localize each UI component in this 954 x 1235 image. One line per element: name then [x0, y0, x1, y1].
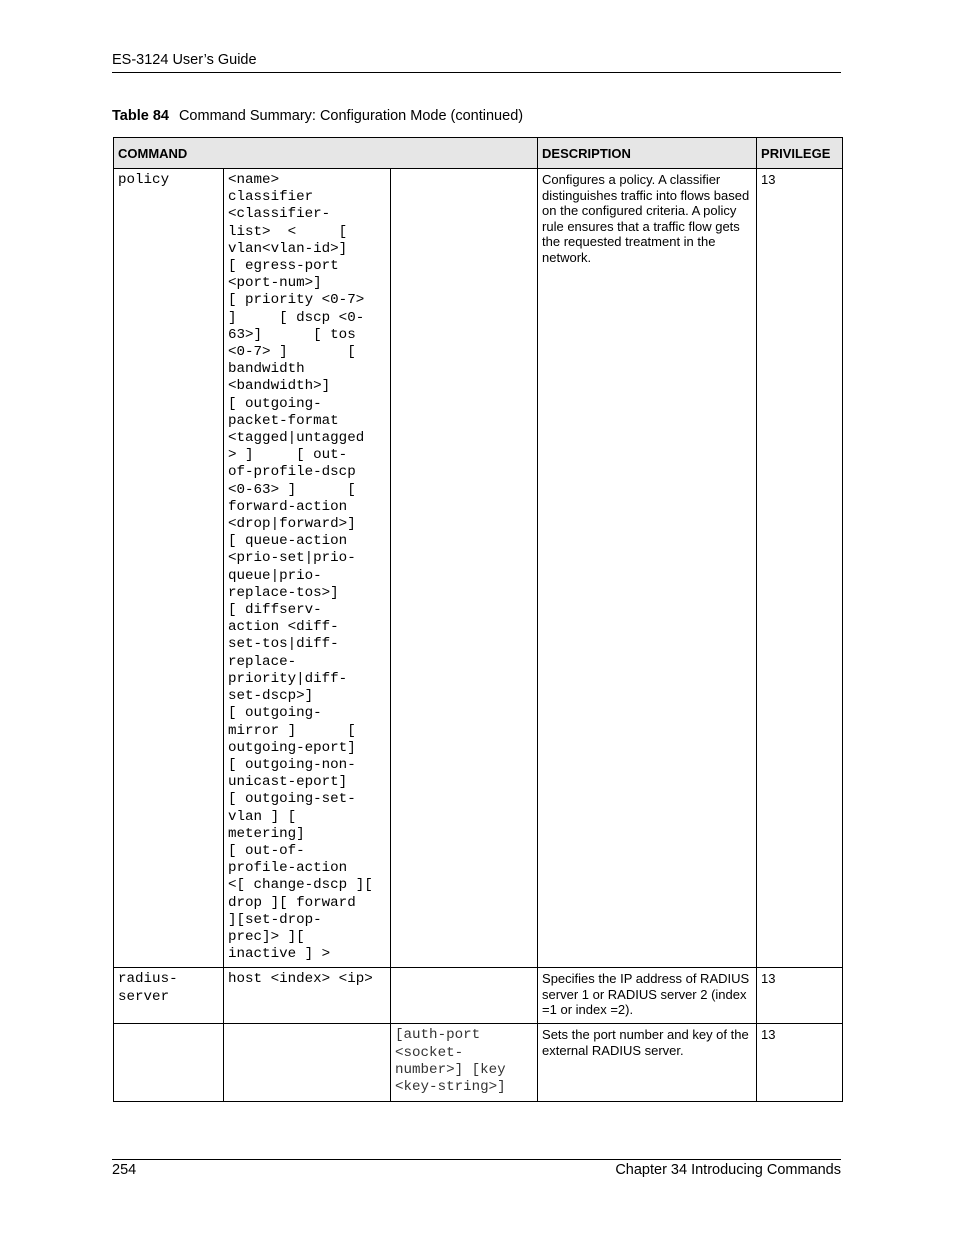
column-header-command: COMMAND [114, 138, 538, 169]
privilege-text: 13 [761, 172, 776, 187]
privilege-cell [757, 1024, 843, 1102]
description-cell [538, 169, 757, 968]
argument-text-2 [391, 968, 537, 975]
privilege-text: 13 [761, 1027, 776, 1043]
argument-text: host <index> <ip> [228, 971, 373, 988]
argument-cell-2 [391, 968, 538, 1024]
column-header-privilege: PRIVILEGE [757, 138, 843, 169]
argument-cell [224, 169, 391, 968]
header-divider [112, 72, 841, 73]
description-text: Configures a policy. A classifier distinguishes traffic into flows based on the configured criteria. A policy rule ensures that a traffic flow gets the requested treatment in the network. [542, 172, 750, 265]
chapter-title: Chapter 34 Introducing Commands [615, 1162, 841, 1178]
table-header-row [114, 138, 843, 169]
argument-cell-2 [391, 1024, 538, 1102]
table-caption [112, 108, 523, 124]
footer-divider [112, 1159, 841, 1160]
command-cell [114, 169, 224, 968]
description-cell [538, 968, 757, 1024]
description-text: Sets the port number and key of the external RADIUS server. [542, 1027, 749, 1058]
column-header-description: DESCRIPTION [538, 138, 757, 169]
command-text: policy [118, 172, 170, 188]
table-caption-text: Command Summary: Configuration Mode (continued) [178, 108, 524, 124]
command-summary-table [113, 137, 843, 1102]
argument-cell [224, 1024, 391, 1102]
command-cell [114, 968, 224, 1024]
argument-text-2: [auth-port <socket- number>] [key <key-string>] [395, 1027, 506, 1095]
privilege-cell [757, 169, 843, 968]
argument-cell-2 [391, 169, 538, 968]
header-title: ES-3124 User’s Guide [112, 52, 257, 68]
description-text: Specifies the IP address of RADIUS server 1 or RADIUS server 2 (index =1 or index =2). [542, 971, 750, 1018]
command-cell [114, 1024, 224, 1102]
table-row [114, 1024, 843, 1102]
description-cell [538, 1024, 757, 1102]
argument-text: <name> classifier <classifier- list> < [ vlan<vlan-id>] [ egress-port <port-num>] [ priority <0-7> ] [ dscp <0- 63>] [ tos <0-7> ] [ bandwidth <bandwidth>] [ outgoing- packet-format <tagged|untagged > ] [ out- of-profile-dscp <0-63> ] [ forward-action <drop|forward>] [ queue-action <prio-set|prio- queue|prio- replace-tos>] [ diffserv- action <diff- set-tos|diff- replace- priority|diff- set-dscp>] [ outgoing- mirror ] [ outgoing-eport] [ outgoing-non- unicast-eport] [ outgoing-set- vlan ] [ metering] [ out-of- profile-action <[ change-dscp ][ drop ][ forward ][set-drop- prec]> ][ inactive ] > [228, 172, 373, 963]
argument-text-2 [391, 169, 537, 176]
command-text: radius- server [118, 971, 178, 1005]
command-text [114, 1024, 223, 1031]
argument-text [224, 1024, 390, 1031]
table-row [114, 968, 843, 1024]
table-caption-label: Table 84 [112, 108, 169, 124]
privilege-cell [757, 968, 843, 1024]
argument-cell [224, 968, 391, 1024]
privilege-text: 13 [761, 971, 776, 987]
table-row [114, 169, 843, 968]
page-number: 254 [112, 1162, 137, 1178]
